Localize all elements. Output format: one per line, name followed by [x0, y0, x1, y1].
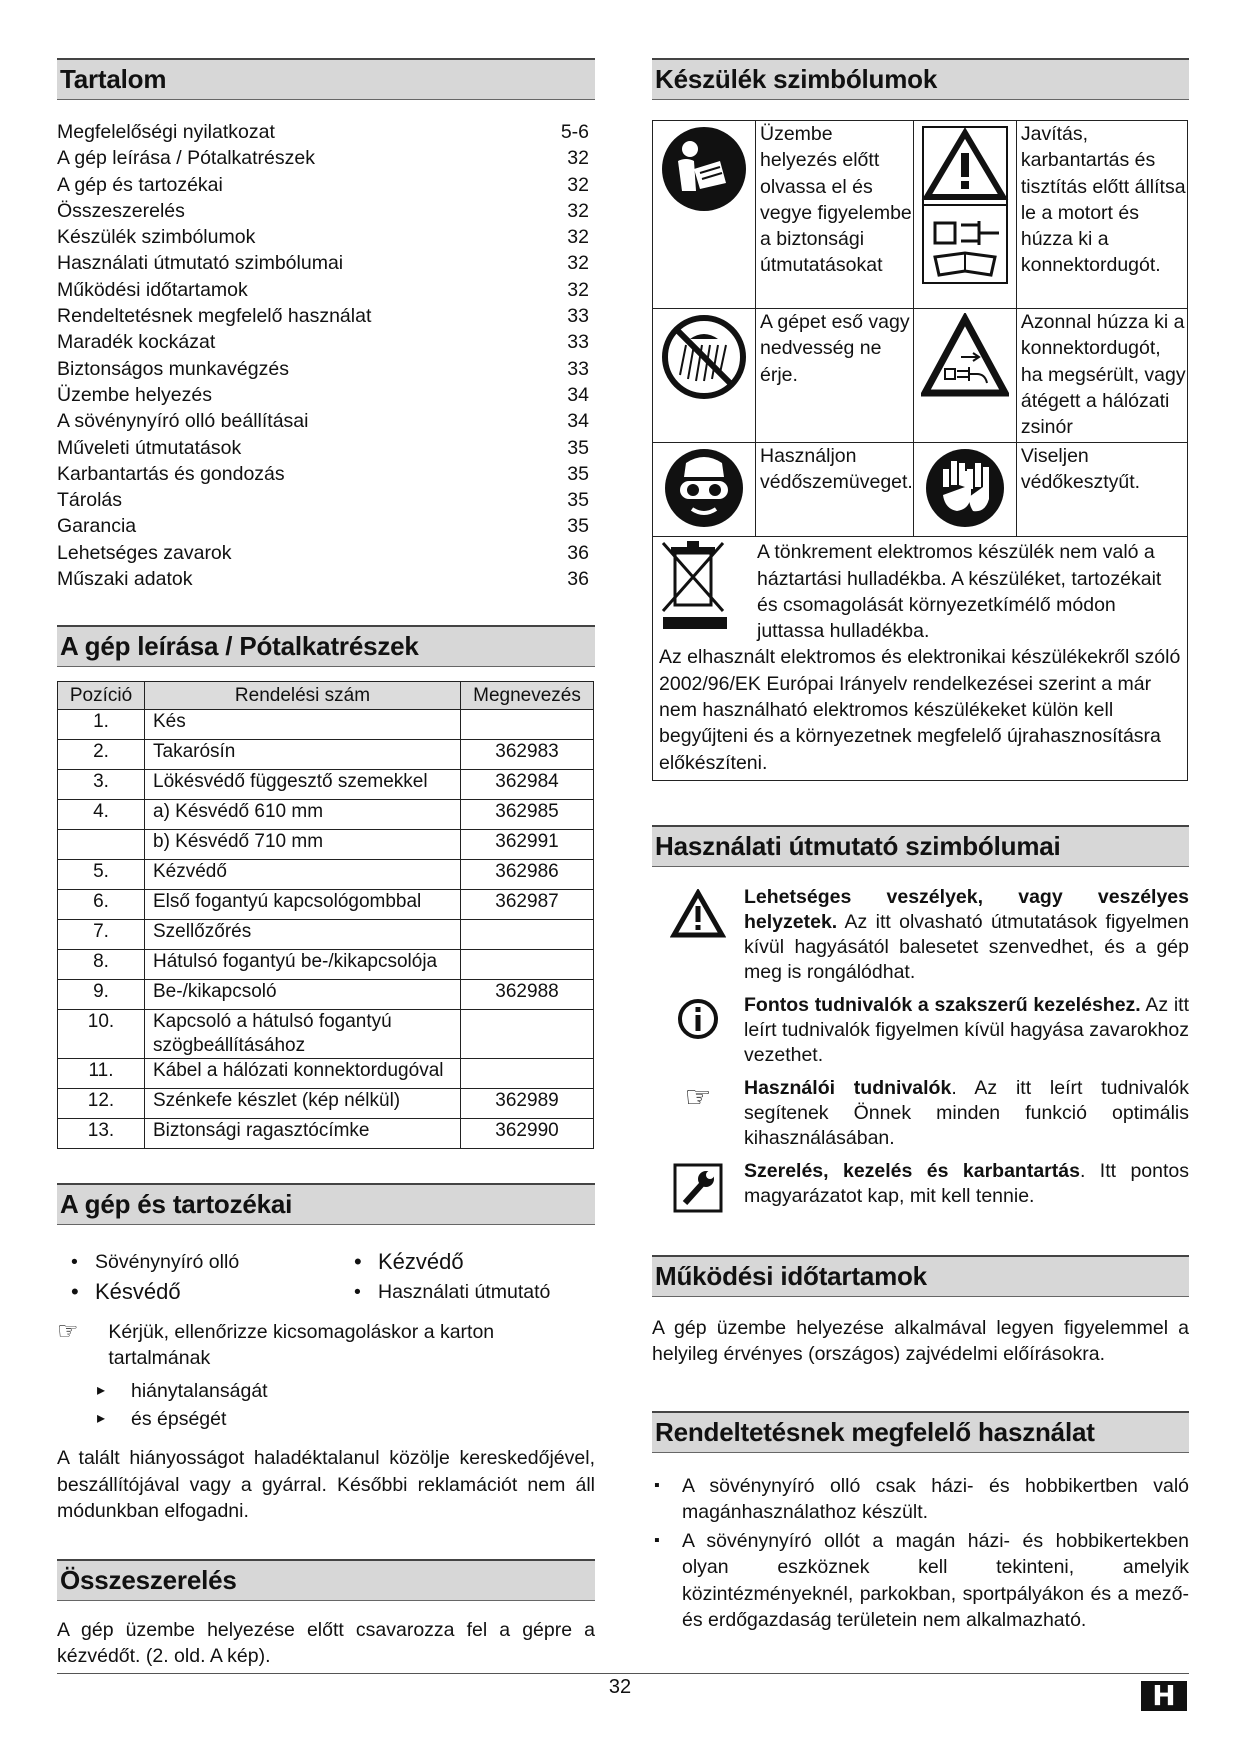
symbol-text: Viseljen védőkesztyűt. [1016, 443, 1187, 537]
parts-header-order: Rendelési szám [145, 682, 461, 710]
left-column [57, 58, 595, 1670]
toc-item-page: 32 [567, 278, 589, 301]
toc-item [57, 224, 595, 250]
toc-item-page: 32 [567, 199, 589, 222]
toc-item-page: 32 [567, 147, 589, 170]
toc-item [57, 487, 595, 513]
toc-item-label: Műveleti útmutatások [57, 436, 242, 459]
toc-item [57, 303, 595, 329]
symbol-text: Üzembe helyezés előtt olvassa el és vegye figyelembe a biztonsági útmutatásokat [756, 121, 914, 309]
wrench-icon [652, 1159, 744, 1213]
toc-item-label: A gép és tartozékai [57, 173, 223, 196]
parts-heading: A gép leírása / Pótalkatrészek [57, 625, 595, 667]
symbol-title: Szerelés, kezelés és karbantartás [744, 1159, 1080, 1182]
toc-item-label: Megfelelőségi nyilatkozat [57, 121, 275, 143]
part-order-number: 362986 [461, 860, 594, 890]
toc-item-label: Összeszerelés [57, 199, 185, 222]
toc-item [57, 540, 595, 566]
toc-item-label: Maradék kockázat [57, 331, 216, 354]
part-name: Szellőzőrés [145, 920, 461, 950]
table-row [58, 830, 594, 860]
table-row [58, 1089, 594, 1119]
toc-item-label: Lehetséges zavarok [57, 541, 232, 564]
toc-item-label: Karbantartás és gondozás [57, 462, 285, 485]
symbol-description: . Itt pontos magyarázatot kap, mit kell tennie. [744, 1159, 1190, 1207]
toc-item-page: 32 [567, 252, 589, 275]
symbol-text: Azonnal húzza ki a konnektordugót, ha megsérült, vagy átégett a hálózati zsinór [1016, 309, 1187, 443]
part-name: Lökésvédő függesztő szemekkel [145, 770, 461, 800]
symbol-description: . Az itt leírt tudnivalók segítenek Önnek minden funkció optimális kihasználásában. [744, 1076, 1189, 1149]
part-name: Kézvédő [145, 860, 461, 890]
table-row [58, 1119, 594, 1149]
operating-times-heading: Működési időtartamok [652, 1255, 1189, 1297]
toc-item-label: Használati útmutató szimbólumai [57, 252, 344, 275]
part-position: 11. [58, 1059, 145, 1089]
toc-item [57, 435, 595, 461]
list-item: • Használati útmutató [354, 1279, 604, 1305]
toc-item-label: Tárolás [57, 489, 123, 512]
part-order-number [461, 1059, 594, 1089]
toc-item-page: 35 [567, 515, 589, 538]
parts-header-name: Megnevezés [461, 682, 594, 710]
list-item [652, 1076, 1189, 1151]
part-position: 9. [58, 980, 145, 1010]
toc-item [57, 329, 595, 355]
part-order-number [461, 1010, 594, 1059]
part-order-number [461, 710, 594, 740]
toc-item-label: A sövénynyíró olló beállításai [57, 410, 309, 433]
intended-use-heading: Rendeltetésnek megfelelő használat [652, 1411, 1189, 1453]
toc-item [57, 250, 595, 276]
table-row [58, 710, 594, 740]
toc-item [57, 172, 595, 198]
list-item: ▸ hiánytalanságát [97, 1377, 595, 1405]
weee-bin-icon [659, 539, 757, 644]
info-icon [652, 993, 744, 1068]
part-position: 8. [58, 950, 145, 980]
part-order-number [461, 950, 594, 980]
parts-table [57, 681, 594, 1149]
part-name: b) Késvédő 710 mm [145, 830, 461, 860]
part-position: 13. [58, 1119, 145, 1149]
part-order-number: 362984 [461, 770, 594, 800]
device-symbols-table [652, 120, 1188, 781]
list-item [652, 1159, 1189, 1213]
right-column [652, 58, 1189, 1636]
toc-item-page: 32 [567, 173, 589, 196]
list-item: ▪ A sövénynyíró ollót a magán házi- és hobbikertekben olyan eszköznek kell tekinteni, amelyik közintézményeknél, parkokban, sportpályákon és a mező- és erdőgazdaság területein nem alkalmazható. [652, 1528, 1189, 1634]
toc-item [57, 277, 595, 303]
symbol-title: Használói tudnivalók [744, 1076, 952, 1099]
parts-header-pos: Pozíció [58, 682, 145, 710]
footer-divider [57, 1673, 1189, 1674]
toc-item-page: 32 [567, 226, 589, 249]
part-order-number: 362987 [461, 890, 594, 920]
toc-item-label: Működési időtartamok [57, 278, 248, 301]
toc-item-label: A gép leírása / Pótalkatrészek [57, 147, 315, 170]
part-position: 7. [58, 920, 145, 950]
accessories-paragraph: A talált hiányosságot haladéktalanul közölje kereskedőjével, beszállítójával vagy a gyárral. Későbbi reklamációt nem áll módunkban elfogadni. [57, 1447, 595, 1523]
table-row [58, 950, 594, 980]
device-symbols-heading: Készülék szimbólumok [652, 58, 1189, 100]
toc-item [57, 461, 595, 487]
toc-item-page: 34 [567, 383, 589, 406]
language-badge: H [1141, 1681, 1187, 1711]
symbol-description: Az itt olvasható útmutatások figyelmen kívül hagyásától balesetet szenvedhet, és a gép meg is rongálódhat. [744, 910, 1189, 983]
accessories-note [57, 1319, 595, 1371]
gloves-icon [913, 443, 1016, 537]
part-order-number [461, 920, 594, 950]
weee-text: A tönkrement elektromos készülék nem való a háztartási hulladékba. A készüléket, tartozékait és csomagolását környezetkímélő módon juttassa hulladékba. [757, 541, 1162, 643]
part-position: 1. [58, 710, 145, 740]
check-list [97, 1377, 595, 1433]
goggles-icon [653, 443, 756, 537]
toc-item [57, 198, 595, 224]
table-row [58, 1010, 594, 1059]
table-row [58, 770, 594, 800]
toc-item-page: 33 [567, 305, 589, 328]
table-row [58, 1059, 594, 1089]
list-item: • Sövénynyíró olló [71, 1249, 354, 1275]
accessories-heading: A gép és tartozékai [57, 1183, 595, 1225]
list-item [652, 993, 1189, 1068]
operating-times-text: A gép üzembe helyezése alkalmával legyen figyelemmel a helyileg érvényes (országos) zajvédelmi előírásokra. [652, 1316, 1189, 1366]
toc-item-page: 33 [567, 357, 589, 380]
part-name: Be-/kikapcsoló [145, 980, 461, 1010]
toc-item-page: 35 [567, 462, 589, 485]
toc-item [57, 408, 595, 434]
toc-item-page: 33 [567, 331, 589, 354]
part-order-number: 362985 [461, 800, 594, 830]
part-order-number: 362988 [461, 980, 594, 1010]
part-name: Kés [145, 710, 461, 740]
part-position: 10. [58, 1010, 145, 1059]
toc-item-page: 34 [567, 410, 589, 433]
intended-use-list [652, 1473, 1189, 1634]
symbol-title: Lehetséges veszélyek, vagy veszélyes helyzetek. [744, 885, 1189, 933]
part-name: Szénkefe készlet (kép nélkül) [145, 1089, 461, 1119]
toc-item-label: Garancia [57, 515, 137, 538]
table-row [58, 920, 594, 950]
accessories-list [71, 1249, 595, 1305]
part-position [58, 830, 145, 860]
pointing-hand-icon: ☞ [57, 1318, 79, 1346]
part-position: 2. [58, 740, 145, 770]
part-position: 4. [58, 800, 145, 830]
table-row [58, 740, 594, 770]
symbol-description: Az itt leírt tudnivalók figyelmen kívül hagyása zavarokhoz vezethet. [744, 993, 1189, 1066]
toc-item [57, 119, 595, 145]
toc-item-label: Üzembe helyezés [57, 383, 212, 406]
weee-cell [653, 537, 1188, 781]
list-item: • Kézvédő [354, 1249, 604, 1275]
warning-icon [652, 885, 744, 985]
part-position: 3. [58, 770, 145, 800]
symbol-text: A gépet eső vagy nedvesség ne érje. [756, 309, 914, 443]
list-item: ▸ és épségét [97, 1405, 595, 1433]
assembly-heading: Összeszerelés [57, 1559, 595, 1601]
manual-symbols-heading: Használati útmutató szimbólumai [652, 825, 1189, 867]
read-manual-icon [653, 121, 756, 309]
part-name: a) Késvédő 610 mm [145, 800, 461, 830]
pointing-hand-icon: ☞ [684, 1080, 712, 1114]
table-row [58, 980, 594, 1010]
part-name: Takarósín [145, 740, 461, 770]
symbol-text: Javítás, karbantartás és tisztítás előtt állítsa le a motort és húzza ki a konnektordugót. [1016, 121, 1187, 309]
part-name: Kábel a hálózati konnektordugóval [145, 1059, 461, 1089]
part-order-number: 362989 [461, 1089, 594, 1119]
table-row [58, 860, 594, 890]
damaged-cable-icon [913, 309, 1016, 443]
page-number: 32 [608, 1676, 632, 1698]
manual-symbols-list [652, 885, 1189, 1213]
part-name: Biztonsági ragasztócímke [145, 1119, 461, 1149]
part-name: Első fogantyú kapcsológombbal [145, 890, 461, 920]
part-order-number: 362983 [461, 740, 594, 770]
list-item: ▪ A sövénynyíró olló csak házi- és hobbikertben való magánhasználathoz készült. [652, 1473, 1189, 1526]
toc-item-page: 35 [567, 489, 589, 512]
toc-item [57, 356, 595, 382]
toc-item [57, 145, 595, 171]
part-position: 12. [58, 1089, 145, 1119]
toc-list [57, 119, 595, 592]
list-item [652, 885, 1189, 985]
list-item: • Késvédő [71, 1279, 354, 1305]
part-name: Hátulsó fogantyú be-/kikapcsolója [145, 950, 461, 980]
part-name: Kapcsoló a hátulsó fogantyú szögbeállításához [145, 1010, 461, 1059]
part-order-number: 362991 [461, 830, 594, 860]
table-row [58, 800, 594, 830]
toc-item [57, 382, 595, 408]
toc-item-page: 36 [567, 541, 589, 564]
symbol-text: Használjon védőszemüveget. [756, 443, 914, 537]
part-order-number: 362990 [461, 1119, 594, 1149]
toc-heading: Tartalom [57, 58, 595, 100]
toc-item-page: 5-6 [560, 121, 589, 143]
part-position: 5. [58, 860, 145, 890]
unplug-warning-icon [913, 121, 1016, 309]
directive-text: Az elhasznált elektromos és elektronikai készülékekről szóló 2002/96/EK Európai Irányelv rendelkezései szerint a már nem használható elektromos készülékeket külön kell begyűjteni és a környezetnek megfelelő újrahasznosításra előkészíteni. [659, 646, 1181, 774]
part-position: 6. [58, 890, 145, 920]
note-text: Kérjük, ellenőrizze kicsomagoláskor a karton tartalmának [108, 1321, 495, 1370]
toc-item-label: Készülék szimbólumok [57, 226, 256, 249]
toc-item-label: Rendeltetésnek megfelelő használat [57, 305, 372, 328]
toc-item [57, 513, 595, 539]
toc-item-label: Műszaki adatok [57, 568, 193, 591]
toc-item-page: 35 [567, 436, 589, 459]
no-rain-icon [653, 309, 756, 443]
assembly-text: A gép üzembe helyezése előtt csavarozza fel a gépre a kézvédőt. (2. old. A kép). [57, 1618, 595, 1668]
toc-item-label: Biztonságos munkavégzés [57, 357, 289, 380]
toc-item [57, 566, 595, 592]
table-row [58, 890, 594, 920]
toc-item-page: 36 [567, 568, 589, 591]
symbol-title: Fontos tudnivalók a szakszerű kezeléshez. [744, 993, 1141, 1016]
